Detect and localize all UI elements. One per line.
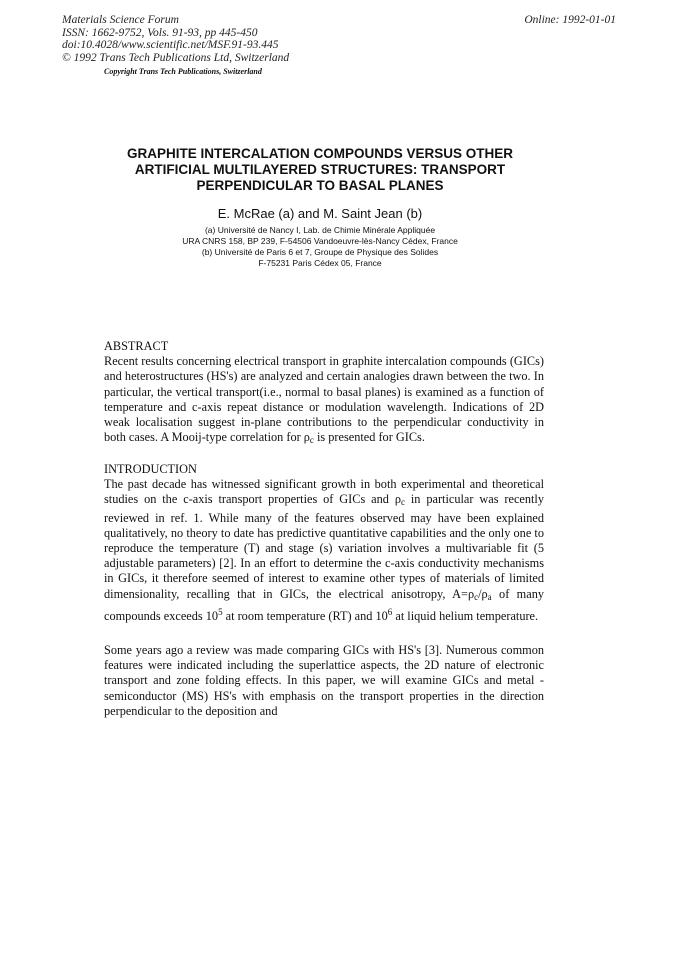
doi-line[interactable]: doi:10.4028/www.scientific.net/MSF.91-93.445 <box>62 39 279 51</box>
abstract-heading: ABSTRACT <box>104 339 169 353</box>
journal-name: Materials Science Forum <box>62 14 179 26</box>
introduction-heading: INTRODUCTION <box>104 462 197 476</box>
affiliations <box>120 225 520 269</box>
title-line: GRAPHITE INTERCALATION COMPOUNDS VERSUS OTHER <box>126 146 513 161</box>
affiliation-line: F-75231 Paris Cédex 05, France <box>258 258 382 268</box>
introduction-paragraph: The past decade has witnessed significant growth in both experimental and theoretical studies on the c-axis transport properties of GICs and $\rho_c$ in particular was recently reviewed in ref. 1. While many of the features observed may have been explained qualitatively, no theory to date has predictive quantitative capabilities and the only one to reproduce the temperature (T) and stage (s) variation involves a multivariable fit (5 adjustable parameters) [2]. In an effort to determine the c-axis conductivity mechanisms in GICs, it therefore seemed of interest to examine other types of materials of limited dimensionality, recalling that in GICs, the electrical anisotropy, $A=\rho_c/\rho_a$ of many compounds exceeds $10^5$ at room temperature (RT) and $10^6$ at liquid helium temperature. <box>104 477 544 623</box>
affiliation-line: URA CNRS 158, BP 239, F-54506 Vandoeuvre-lès-Nancy Cédex, France <box>182 236 458 246</box>
abstract-paragraph: Recent results concerning electrical transport in graphite intercalation compounds (GICs) and heterostructures (HS's) are analyzed and certain analogies drawn between the two. In particular, the vertical transport(i.e., normal to basal planes) is examined as a function of temperature and c-axis repeat distance or modulation wavelength. Indications of 2D weak localisation suggest in-plane contributions to the perpendicular conductivity in both cases. A Mooij-type correlation for $\rho_c$ is presented for GICs. <box>104 354 544 446</box>
publisher-copyright: Copyright Trans Tech Publications, Switzerland <box>104 67 262 76</box>
affiliation-line: (a) Université de Nancy I, Lab. de Chimie Minérale Appliquée <box>204 225 436 235</box>
affiliation-line: (b) Université de Paris 6 et 7, Groupe de Physique des Solides <box>201 247 439 257</box>
citation-header <box>62 14 289 64</box>
title-line: PERPENDICULAR TO BASAL PLANES <box>196 178 444 193</box>
copyright-line: © 1992 Trans Tech Publications Ltd, Switzerland <box>62 51 290 64</box>
abstract-section <box>104 339 544 448</box>
online-date: Online: 1992-01-01 <box>524 14 616 26</box>
issn-line: ISSN: 1662-9752, Vols. 91-93, pp 445-450 <box>62 26 258 39</box>
author-list: E. McRae (a) and M. Saint Jean (b) <box>217 206 423 221</box>
introduction-section <box>104 462 544 624</box>
paragraph-text: Some years ago a review was made comparing GICs with HS's [3]. Numerous common features were indicated including the superlattice aspects, the 2D nature of electronic transport and zone folding effects. In this paper, we will examine GICs and metal - semiconductor (MS) HS's with emphasis on the transport properties in the direction perpendicular to the deposition and <box>104 643 544 718</box>
introduction-paragraph-2 <box>104 643 544 719</box>
paper-title <box>120 146 520 194</box>
title-line: ARTIFICIAL MULTILAYERED STRUCTURES: TRANSPORT <box>134 162 506 177</box>
